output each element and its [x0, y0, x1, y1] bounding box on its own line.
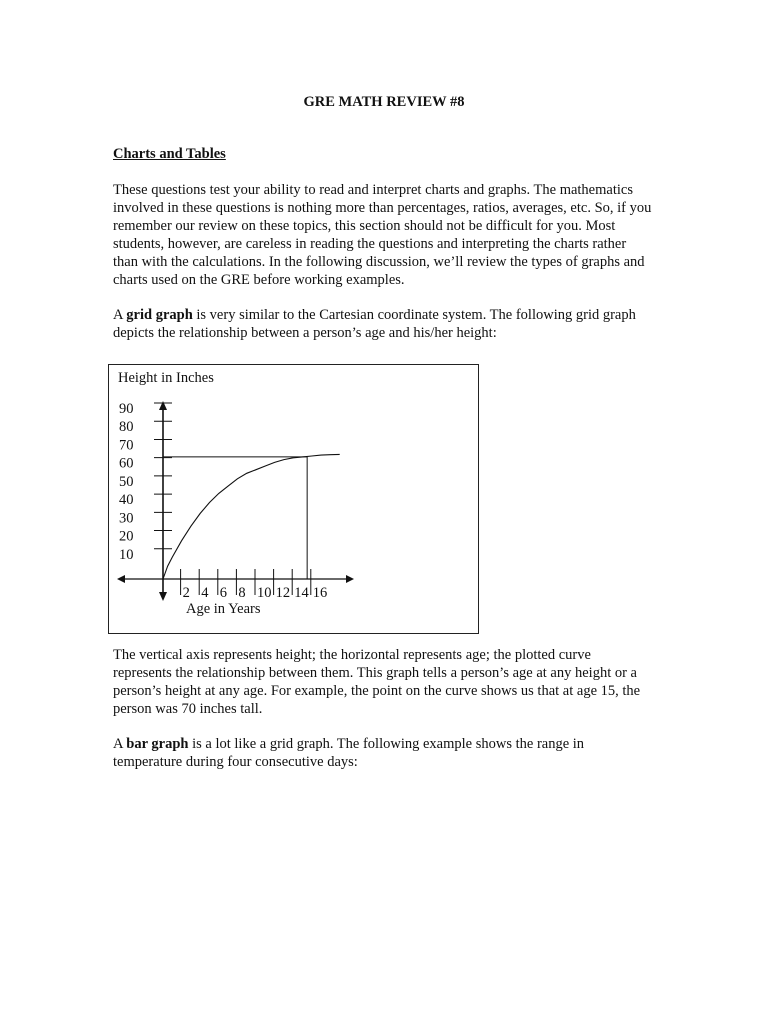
x-tick-label: 14 — [294, 585, 309, 601]
x-tick-label: 4 — [201, 585, 209, 601]
y-tick-label: 50 — [119, 473, 134, 490]
y-tick-label: 10 — [119, 546, 134, 563]
x-axis-right-arrow — [346, 575, 354, 583]
x-axis-label: Age in Years — [186, 601, 261, 617]
page-title: GRE MATH REVIEW #8 — [303, 94, 465, 110]
grid-graph-chart — [109, 365, 480, 635]
y-tick-label: 70 — [119, 437, 134, 454]
paragraph-prefix: A — [113, 736, 127, 752]
x-tick-label: 6 — [219, 585, 228, 601]
bar-graph-term: bar graph — [126, 736, 189, 752]
paragraph-prefix: A — [113, 307, 127, 323]
grid-graph-term: grid graph — [126, 307, 193, 323]
y-tick-label: 60 — [119, 455, 134, 472]
bar-graph-paragraph — [113, 735, 653, 771]
y-axis-bottom-arrow — [159, 592, 167, 601]
y-tick-label: 90 — [119, 401, 134, 417]
section-heading: Charts and Tables — [113, 146, 226, 162]
x-tick-label: 2 — [182, 585, 190, 601]
grid-graph-paragraph — [113, 306, 653, 342]
x-tick-label: 10 — [257, 585, 272, 601]
paragraph-suffix: is a lot like a grid graph. The following example shows the range in temperature during four consecutive days: — [113, 736, 585, 770]
paragraph-suffix: is very similar to the Cartesian coordinate system. The following grid graph depicts the relationship between a person’s age and his/her height: — [113, 307, 636, 341]
y-tick-label: 30 — [119, 510, 134, 527]
x-tick-label: 12 — [275, 585, 291, 601]
y-tick-label: 80 — [119, 419, 134, 436]
y-tick-label: 20 — [119, 528, 134, 545]
height-curve — [163, 454, 340, 579]
y-tick-label: 40 — [119, 492, 134, 509]
x-axis-left-arrow — [117, 575, 125, 583]
grid-graph-figure — [108, 364, 479, 634]
y-axis-label: Height in Inches — [118, 370, 214, 386]
explanation-paragraph: The vertical axis represents height; the horizontal represents age; the plotted curve represents the relationship between them. This graph tells a person’s age at any height or a person’s height at any age. For example, the point on the curve shows us that at age 15, the person was 70 inches tall. — [113, 647, 641, 717]
y-axis-top-arrow — [159, 401, 167, 410]
intro-paragraph: These questions test your ability to read and interpret charts and graphs. The mathematics involved in these questions is nothing more than percentages, ratios, averages, etc. So, if you remember our review on these topics, this section should not be difficult for you. Most students, however, are careless in reading the questions and interpreting the charts rather than with the calculations. In the following discussion, we’ll review the types of graphs and charts used on the GRE before working examples. — [113, 182, 652, 288]
x-tick-label: 8 — [238, 585, 246, 601]
x-tick-label: 16 — [312, 585, 328, 601]
